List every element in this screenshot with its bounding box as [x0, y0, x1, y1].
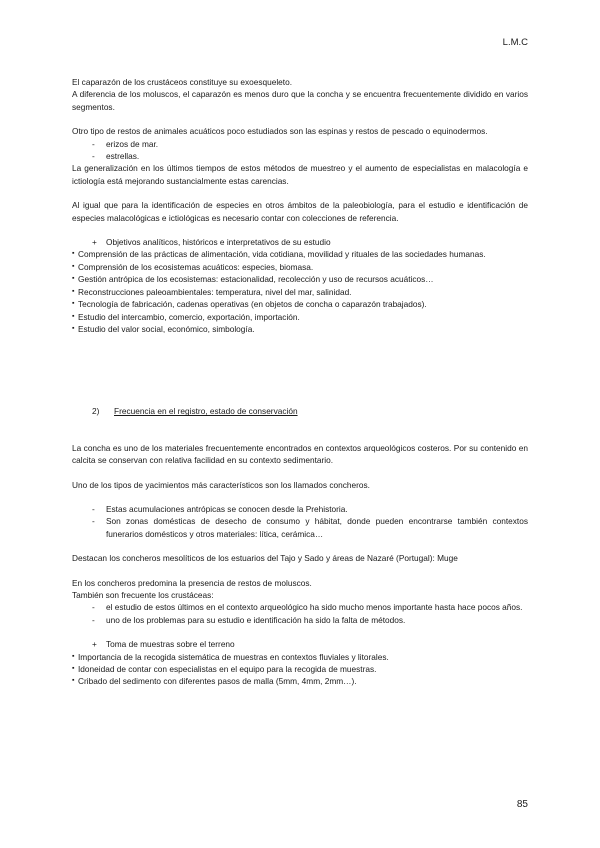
list-item: - estrellas.	[72, 150, 528, 162]
paragraph: La concha es uno de los materiales frecuentemente encontrados en contextos arqueológicos costeros. Por su contenido en calcita se conservan con relativa facilidad en su contexto sedimentario.	[72, 442, 528, 466]
sampling-heading: + Toma de muestras sobre el terreno	[72, 638, 528, 650]
paragraph: La generalización en los últimos tiempos de estos métodos de muestreo y el aumento de especialistas en malacología e ictiología está mejorando sustancialmente estas carencias.	[72, 163, 528, 186]
list-item: ▪ Comprensión de las prácticas de alimentación, vida cotidiana, movilidad y rituales de las sociedades humanas.	[72, 248, 528, 260]
paragraph: Otro tipo de restos de animales acuáticos poco estudiados son las espinas y restos de pescado o equinodermos.	[72, 126, 488, 137]
paragraph: El caparazón de los crustáceos constituye su exoesqueleto.	[72, 77, 292, 87]
list-item: - el estudio de estos últimos en el contexto arqueológico ha sido mucho menos importante hasta hace pocos años.	[72, 601, 528, 613]
list-item: - Son zonas domésticas de desecho de consumo y hábitat, donde pueden encontrarse también contextos funerarios domésticos y otros materiales: lítica, cerámica…	[72, 515, 528, 540]
list-item: ▪ Idoneidad de contar con especialistas en el equipo para la recogida de muestras.	[72, 663, 528, 675]
paragraph: Destacan los concheros mesolíticos de los estuarios del Tajo y Sado y áreas de Nazaré (Portugal): Muge	[72, 553, 458, 564]
list-item: ▪ Reconstrucciones paleoambientales: temperatura, nivel del mar, salinidad.	[72, 286, 528, 298]
list-item: ▪ Comprensión de los ecosistemas acuáticos: especies, biomasa.	[72, 261, 528, 273]
list-item: ▪ Estudio del intercambio, comercio, exportación, importación.	[72, 311, 528, 323]
paragraph: A diferencia de los moluscos, el caparazón es menos duro que la concha y se encuentra frecuentemente dividido en varios segmentos.	[72, 89, 528, 112]
list-item: ▪ Estudio del valor social, económico, simbología.	[72, 323, 528, 335]
section-heading	[72, 405, 528, 417]
section-title: Frecuencia en el registro, estado de conservación	[114, 406, 298, 417]
objectives-heading: + Objetivos analíticos, históricos e interpretativos de su estudio	[72, 236, 528, 248]
list-item: ▪ Importancia de la recogida sistemática de muestras en contextos fluviales y litorales.	[72, 651, 528, 663]
list-item: ▪ Tecnología de fabricación, cadenas operativas (en objetos de concha o caparazón trabajados).	[72, 298, 528, 310]
list-item: - erizos de mar.	[72, 138, 528, 150]
paragraph: Al igual que para la identificación de especies en otros ámbitos de la paleobiología, para el estudio e identificación de especies malacológicas e ictiológicas es necesario contar con colecciones de referencia.	[72, 200, 528, 223]
paragraph: Uno de los tipos de yacimientos más característicos son los llamados concheros.	[72, 479, 370, 490]
page-content	[72, 76, 528, 688]
list-item: - Estas acumulaciones antrópicas se conocen desde la Prehistoria.	[72, 503, 528, 515]
page-header: L.M.C	[502, 37, 528, 48]
list-item: ▪ Cribado del sedimento con diferentes pasos de malla (5mm, 4mm, 2mm…).	[72, 675, 528, 687]
section-number: 2)	[92, 406, 100, 417]
page-number: 85	[516, 799, 528, 810]
paragraph: En los concheros predomina la presencia de restos de moluscos.	[72, 577, 312, 588]
list-item: - uno de los problemas para su estudio e identificación ha sido la falta de métodos.	[72, 614, 528, 626]
list-item: ▪ Gestión antrópica de los ecosistemas: estacionalidad, recolección y uso de recursos acuáticos…	[72, 273, 528, 285]
paragraph: También son frecuente los crustáceas:	[72, 589, 214, 600]
